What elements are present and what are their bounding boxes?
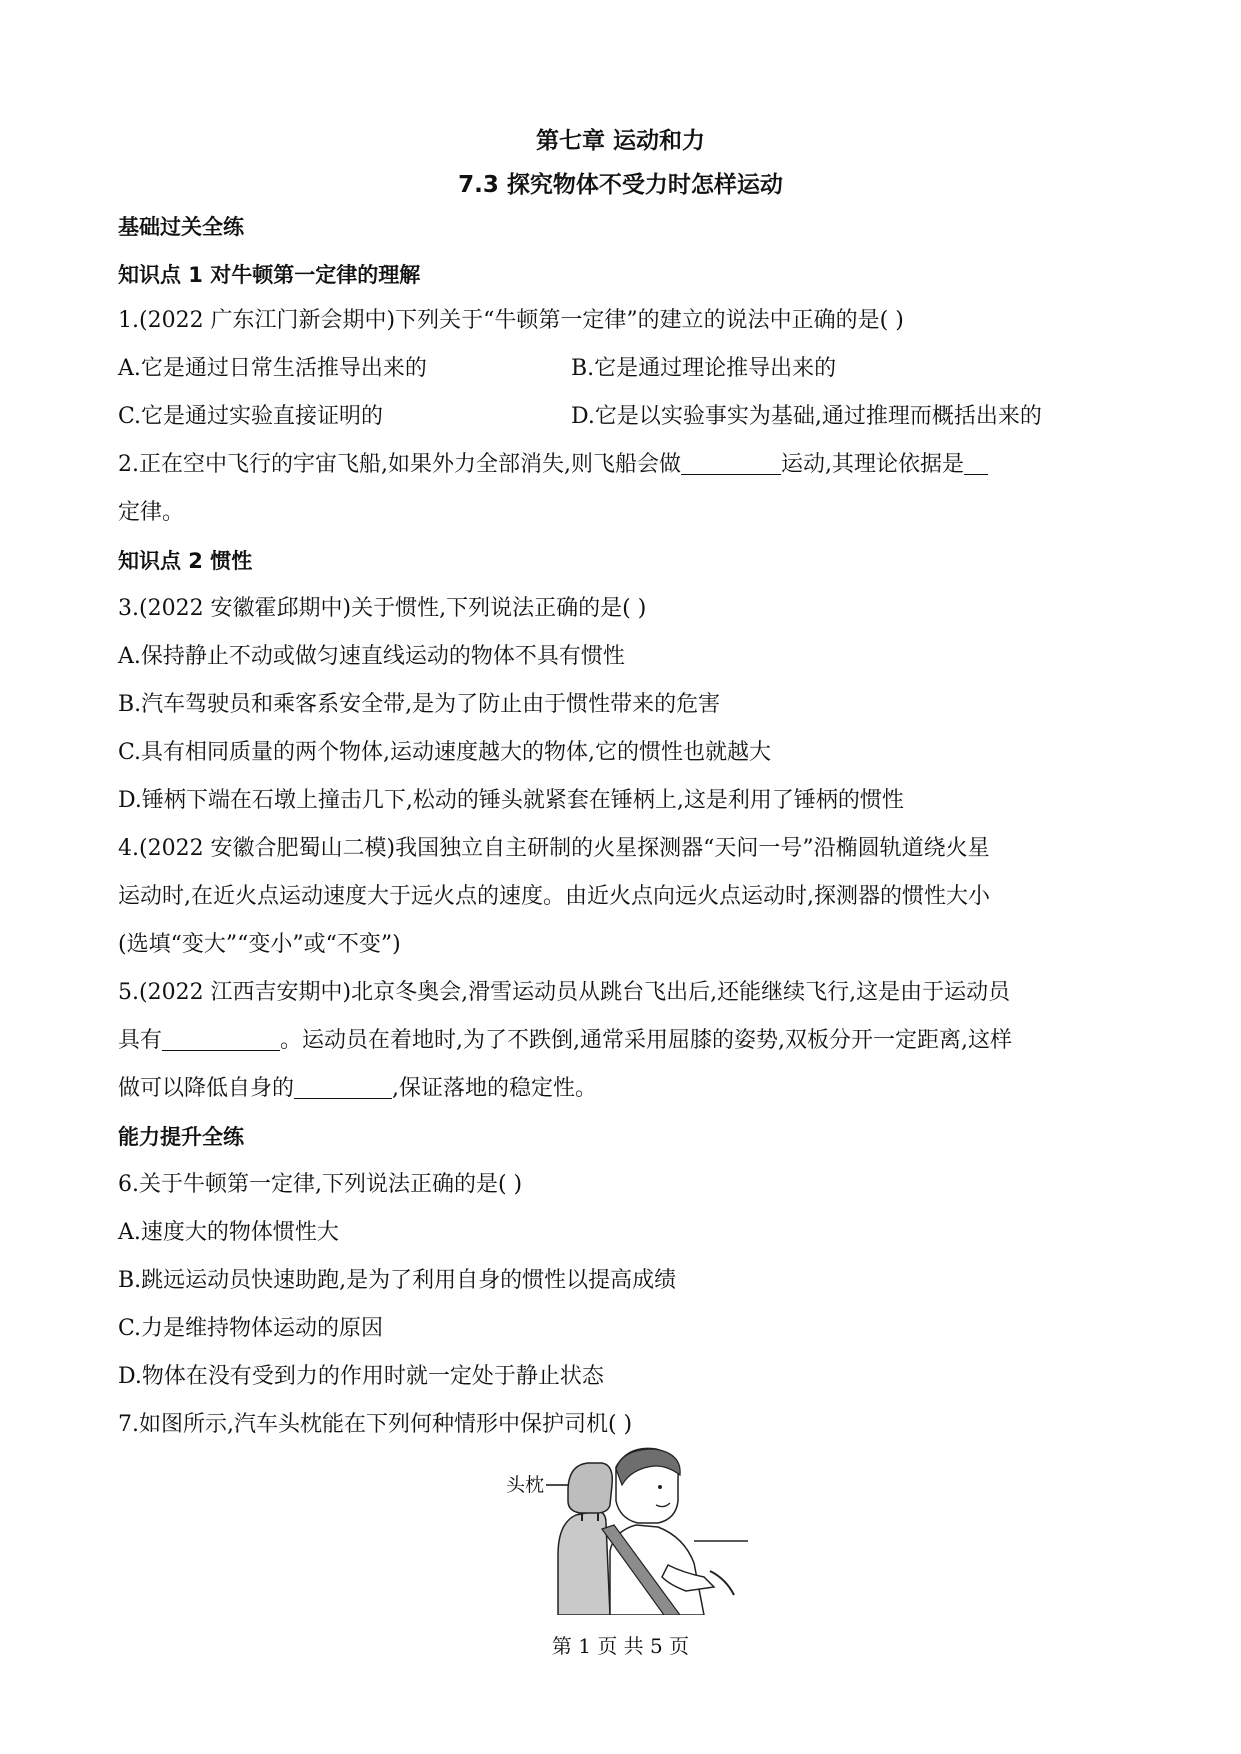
q6-option-a: A.速度大的物体惯性大	[118, 1220, 339, 1245]
q5-text-2a: 具有	[118, 1028, 163, 1053]
q5-text-3b: ,保证落地的稳定性。	[392, 1076, 598, 1101]
q4-line-1: 4.(2022 安徽合肥蜀山二模)我国独立自主研制的火星探测器“天问一号”沿椭圆轨道绕火星	[118, 836, 990, 861]
q3-stem: 3.(2022 安徽霍邱期中)关于惯性,下列说法正确的是( )	[118, 596, 647, 621]
headrest-figure	[498, 1445, 748, 1615]
q3-option-c: C.具有相同质量的两个物体,运动速度越大的物体,它的惯性也就越大	[118, 740, 772, 765]
headrest	[568, 1463, 612, 1513]
q5-line-1: 5.(2022 江西吉安期中)北京冬奥会,滑雪运动员从跳台飞出后,还能继续飞行,这是由于运动员	[118, 980, 1011, 1005]
driver-seat-illustration	[498, 1445, 748, 1615]
q2-text-2: 运动,其理论依据是	[780, 452, 964, 477]
driver-eye	[658, 1485, 662, 1489]
q4-line-2: 运动时,在近火点运动速度大于远火点的速度。由近火点向远火点运动时,探测器的惯性大小	[118, 884, 990, 909]
q3-option-a: A.保持静止不动或做匀速直线运动的物体不具有惯性	[118, 644, 625, 669]
q2-text-1: 2.正在空中飞行的宇宙飞船,如果外力全部消失,则飞船会做	[118, 452, 681, 477]
q1-stem: 1.(2022 广东江门新会期中)下列关于“牛顿第一定律”的建立的说法中正确的是( )	[118, 308, 904, 333]
q2-blank-2[interactable]	[964, 452, 988, 475]
steering-wheel	[710, 1571, 734, 1595]
q6-stem: 6.关于牛顿第一定律,下列说法正确的是( )	[118, 1172, 523, 1197]
q2-line-1	[118, 450, 988, 480]
q5-line-3	[118, 1074, 597, 1104]
q2-line-2: 定律。	[118, 500, 185, 525]
q3-option-b: B.汽车驾驶员和乘客系安全带,是为了防止由于惯性带来的危害	[118, 692, 721, 717]
q1-option-a: A.它是通过日常生活推导出来的	[118, 356, 427, 381]
q5-blank-2[interactable]	[294, 1076, 392, 1099]
q2-blank-1[interactable]	[681, 452, 781, 475]
page-footer: 第 1 页 共 5 页	[551, 1634, 690, 1658]
section-title: 7.3 探究物体不受力时怎样运动	[458, 172, 783, 198]
knowledge-point-2-heading: 知识点 2 惯性	[118, 549, 253, 573]
q1-option-c: C.它是通过实验直接证明的	[118, 404, 384, 429]
q3-option-d: D.锤柄下端在石墩上撞击几下,松动的锤头就紧套在锤柄上,这是利用了锤柄的惯性	[118, 788, 904, 813]
q5-line-2	[118, 1026, 1012, 1056]
part1-heading: 基础过关全练	[118, 215, 244, 239]
figure-label-headrest: 头枕	[506, 1474, 545, 1496]
q7-stem: 7.如图所示,汽车头枕能在下列何种情形中保护司机( )	[118, 1412, 633, 1437]
chapter-title: 第七章 运动和力	[535, 128, 705, 154]
seat-back	[558, 1511, 610, 1615]
part2-heading: 能力提升全练	[118, 1125, 244, 1149]
q4-line-3: (选填“变大”“变小”或“不变”)	[118, 932, 401, 957]
q5-text-3a: 做可以降低自身的	[118, 1076, 295, 1101]
q5-text-2b: 。运动员在着地时,为了不跌倒,通常采用屈膝的姿势,双板分开一定距离,这样	[280, 1028, 1012, 1053]
q6-option-d: D.物体在没有受到力的作用时就一定处于静止状态	[118, 1364, 604, 1389]
q6-option-c: C.力是维持物体运动的原因	[118, 1316, 384, 1341]
q1-option-d: D.它是以实验事实为基础,通过推理而概括出来的	[571, 404, 1042, 429]
q6-option-b: B.跳远运动员快速助跑,是为了利用自身的惯性以提高成绩	[118, 1268, 677, 1293]
q1-option-b: B.它是通过理论推导出来的	[571, 356, 837, 381]
knowledge-point-1-heading: 知识点 1 对牛顿第一定律的理解	[118, 263, 421, 287]
q5-blank-1[interactable]	[162, 1028, 280, 1051]
